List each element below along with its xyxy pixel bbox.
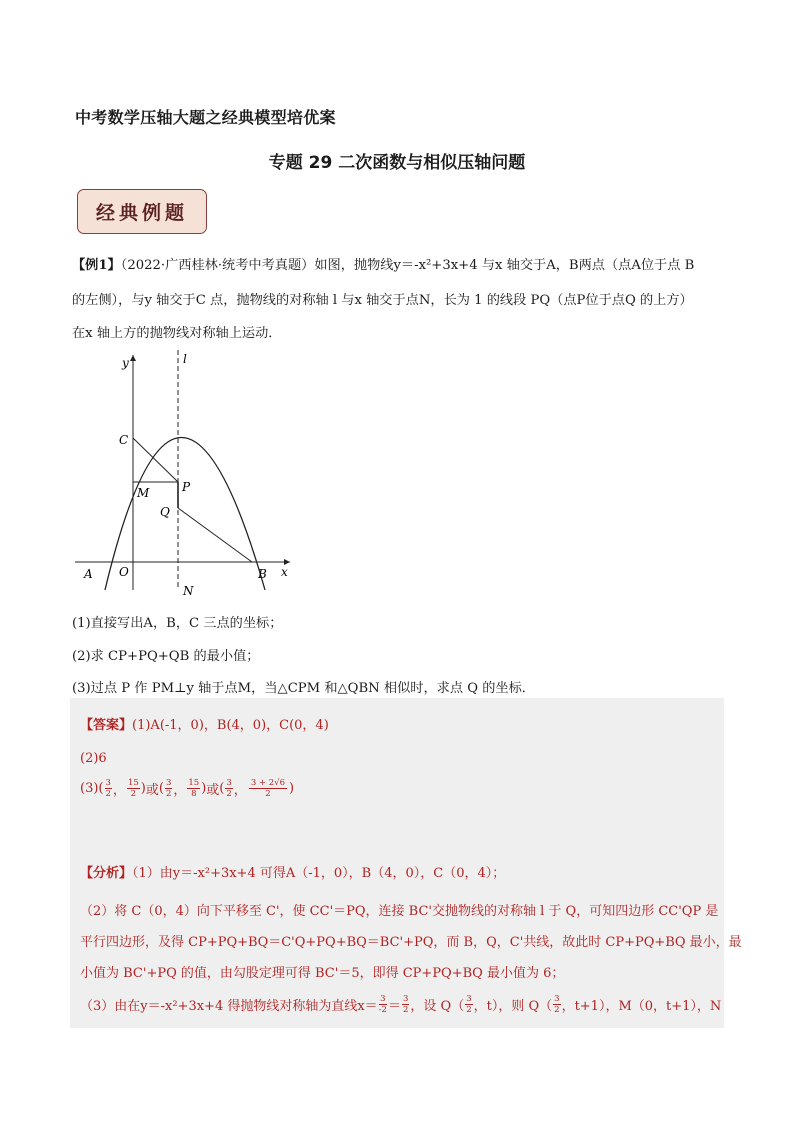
question-1: (1)直接写出A，B，C 三点的坐标； bbox=[72, 616, 283, 631]
label-n: N bbox=[183, 584, 194, 595]
problem-label: 【例1】 bbox=[72, 258, 121, 273]
problem-line-1 bbox=[72, 256, 732, 276]
answer-part-2: (2)6 bbox=[80, 751, 107, 766]
answer-line-1 bbox=[80, 714, 329, 733]
analysis-line-2: （2）将 C（0，4）向下平移至 C'，使 CC'＝PQ，连接 BC'交抛物线的对称轴 l 于 Q，可知四边形 CC'QP 是 bbox=[80, 904, 719, 919]
section-badge: 经典例题 bbox=[77, 189, 207, 234]
fraction: 3 2 bbox=[105, 778, 111, 799]
label-c: C bbox=[119, 433, 129, 447]
label-y: y bbox=[122, 356, 129, 370]
analysis-label: 【分析】 bbox=[80, 866, 133, 881]
problem-text-1: 如图，抛物线y＝-x²+3x+4 与x 轴交于A，B两点（点A位于点 B bbox=[314, 258, 695, 273]
analysis-line-1: 【分析】（1）由y＝-x²+3x+4 可得A（-1，0），B（4，0），C（0，4）； bbox=[80, 866, 506, 881]
label-m: M bbox=[137, 486, 150, 500]
analysis-line-3: 平行四边形，及得 CP+PQ+BQ＝C'Q+PQ+BQ＝BC'+PQ，而 B，Q，C'共线，故此时 CP+PQ+BQ 最小，最 bbox=[80, 935, 742, 950]
problem-line-3: 在x 轴上方的抛物线对称轴上运动． bbox=[72, 326, 282, 341]
label-a: A bbox=[84, 567, 93, 581]
fraction: 3 2 bbox=[226, 778, 232, 799]
answer-label: 【答案】 bbox=[80, 718, 133, 733]
fraction: 3 2 bbox=[466, 994, 472, 1015]
fraction: 3 2 bbox=[402, 994, 409, 1015]
fraction: 15 8 bbox=[188, 778, 200, 799]
question-3: (3)过点 P 作 PM⊥y 轴于点M，当△CPM 和△QBN 相似时，求点 Q 的坐标． bbox=[72, 681, 535, 696]
label-x: x bbox=[281, 565, 288, 579]
fraction: 3 2 bbox=[554, 994, 560, 1015]
analysis-line-5: （3）由在y＝-x²+3x+4 得抛物线对称轴为直线x＝ 3 -2 ＝ 3 2 ，设 Q（ 3 2 ，t），则 Q（ 3 2 ，t+1），M（0，t+1），N bbox=[80, 994, 722, 1015]
series-title: 中考数学压轴大题之经典模型培优案 bbox=[75, 108, 336, 127]
label-q: Q bbox=[160, 505, 170, 519]
segment-cp bbox=[133, 438, 178, 482]
label-b: B bbox=[258, 567, 267, 581]
question-2: (2)求 CP+PQ+QB 的最小值； bbox=[72, 649, 260, 664]
answer-part-1: (1)A(-1，0)，B(4，0)，C(0，4) bbox=[132, 718, 329, 733]
topic-title: 专题 29 二次函数与相似压轴问题 bbox=[268, 153, 526, 173]
parabola-figure bbox=[70, 345, 300, 595]
fraction: 3 2 bbox=[165, 778, 172, 799]
fraction: 15 2 bbox=[127, 778, 139, 799]
label-o: O bbox=[119, 565, 129, 579]
problem-source: （2022·广西桂林·统考中考真题） bbox=[120, 258, 315, 273]
label-p: P bbox=[182, 480, 191, 494]
label-l: l bbox=[183, 352, 187, 366]
analysis-line-4: 小值为 BC'+PQ 的值，由勾股定理可得 BC'＝5，即得 CP+PQ+BQ 最小值为 6； bbox=[80, 966, 565, 981]
answer-part-3: (3)( 3 2 ， 15 2 ) 或 ( 3 2 ， 15 8 ) 或 ( 3 2 ， 3 + 2√6 2 ) bbox=[80, 778, 295, 799]
parabola-curve bbox=[105, 438, 265, 591]
problem-line-2: 的左侧），与y 轴交于C 点，抛物线的对称轴 l 与x 轴交于点N，长为 1 的线段 PQ（点P位于点Q 的上方） bbox=[72, 293, 693, 308]
fraction: 3 -2 bbox=[378, 994, 387, 1015]
fraction: 3 + 2√6 2 bbox=[250, 778, 285, 799]
